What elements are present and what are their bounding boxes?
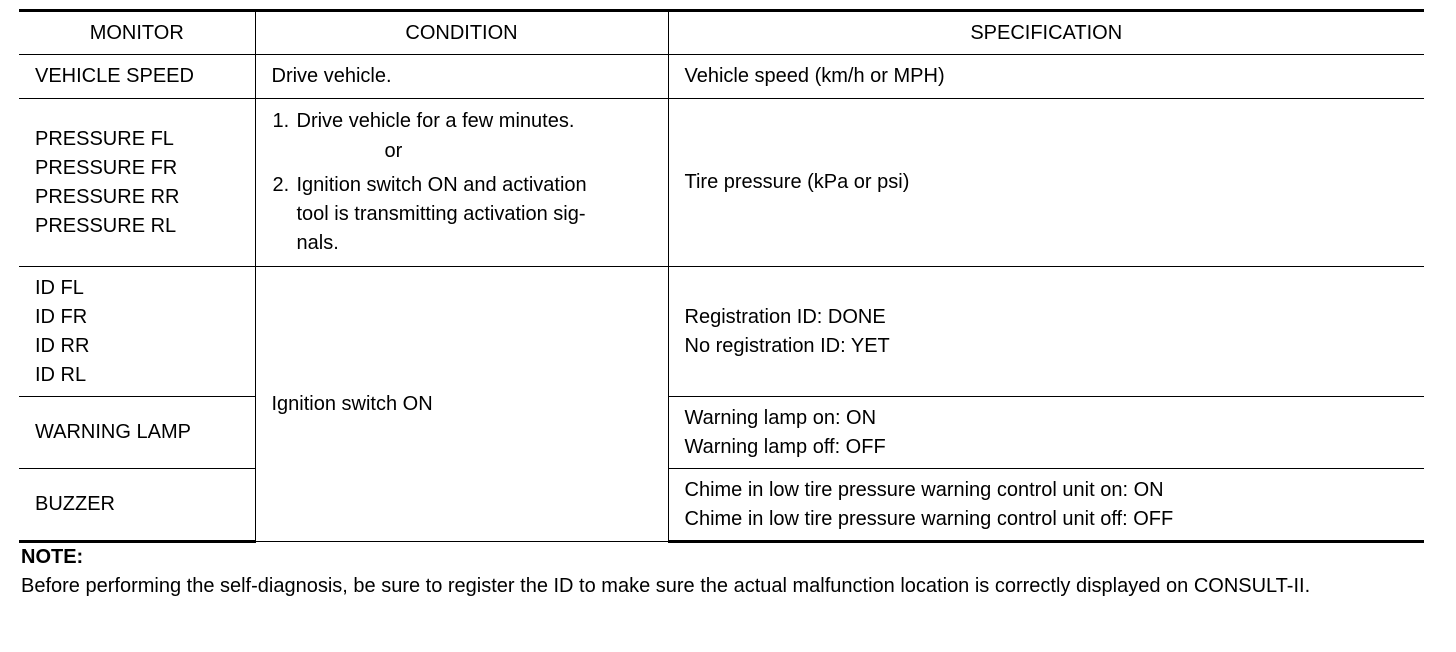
note-text: Before performing the self-diagnosis, be sure to register the ID to make sure the actual malfunction location is correctly displayed on CONSULT-II.	[21, 575, 1311, 597]
condition-step-1	[272, 107, 668, 136]
note-title: NOTE:	[21, 546, 84, 568]
monitor-cell	[19, 267, 255, 397]
monitor-line: ID RL	[35, 363, 87, 386]
step-text: Drive vehicle for a few minutes.	[296, 110, 575, 132]
table-row	[19, 99, 1424, 267]
specification-cell	[668, 267, 1424, 397]
specification-cell: Vehicle speed (km/h or MPH)	[668, 55, 1424, 99]
condition-step-2	[272, 171, 668, 258]
monitor-cell	[19, 99, 255, 267]
monitor-line: PRESSURE RR	[35, 185, 180, 208]
table-row	[19, 267, 1424, 397]
header-condition: CONDITION	[255, 11, 668, 55]
specification-line: Registration ID: DONE	[684, 305, 886, 328]
monitor-cell: BUZZER	[19, 469, 255, 542]
monitor-line: ID FL	[35, 276, 84, 299]
header-monitor: MONITOR	[19, 11, 255, 55]
header-specification: SPECIFICATION	[668, 11, 1424, 55]
step-text-line: Ignition switch ON and activation	[296, 174, 587, 196]
table-row	[19, 397, 1424, 469]
specification-cell: Tire pressure (kPa or psi)	[668, 99, 1424, 267]
specification-cell	[668, 469, 1424, 542]
specification-line: Chime in low tire pressure warning control unit on: ON	[684, 478, 1164, 501]
monitor-line: ID RR	[35, 334, 90, 357]
table-row	[19, 55, 1424, 99]
step-number: 2.	[272, 174, 290, 196]
table-header-row	[19, 11, 1424, 55]
specification-line: No registration ID: YET	[684, 334, 890, 357]
specification-line: Chime in low tire pressure warning control unit off: OFF	[684, 507, 1174, 530]
step-number: 1.	[272, 110, 290, 132]
monitor-line: PRESSURE FL	[35, 127, 174, 150]
step-text	[297, 171, 587, 258]
step-text-line: nals.	[296, 232, 339, 254]
condition-cell: Drive vehicle.	[255, 55, 668, 99]
specification-cell	[668, 397, 1424, 469]
monitor-cell: VEHICLE SPEED	[19, 55, 255, 99]
monitor-cell: WARNING LAMP	[19, 397, 255, 469]
specification-line: Warning lamp on: ON	[684, 406, 877, 429]
condition-or: or	[384, 140, 403, 162]
condition-cell-shared: Ignition switch ON	[255, 267, 668, 542]
table-row	[19, 469, 1424, 542]
specification-line: Warning lamp off: OFF	[684, 435, 886, 458]
monitor-line: PRESSURE FR	[35, 156, 178, 179]
step-text-line: tool is transmitting activation sig-	[296, 203, 586, 225]
condition-cell	[255, 99, 668, 267]
monitor-line: ID FR	[35, 305, 88, 328]
note-section	[21, 543, 1426, 601]
monitor-specification-table	[19, 9, 1424, 543]
monitor-line: PRESSURE RL	[35, 214, 177, 237]
